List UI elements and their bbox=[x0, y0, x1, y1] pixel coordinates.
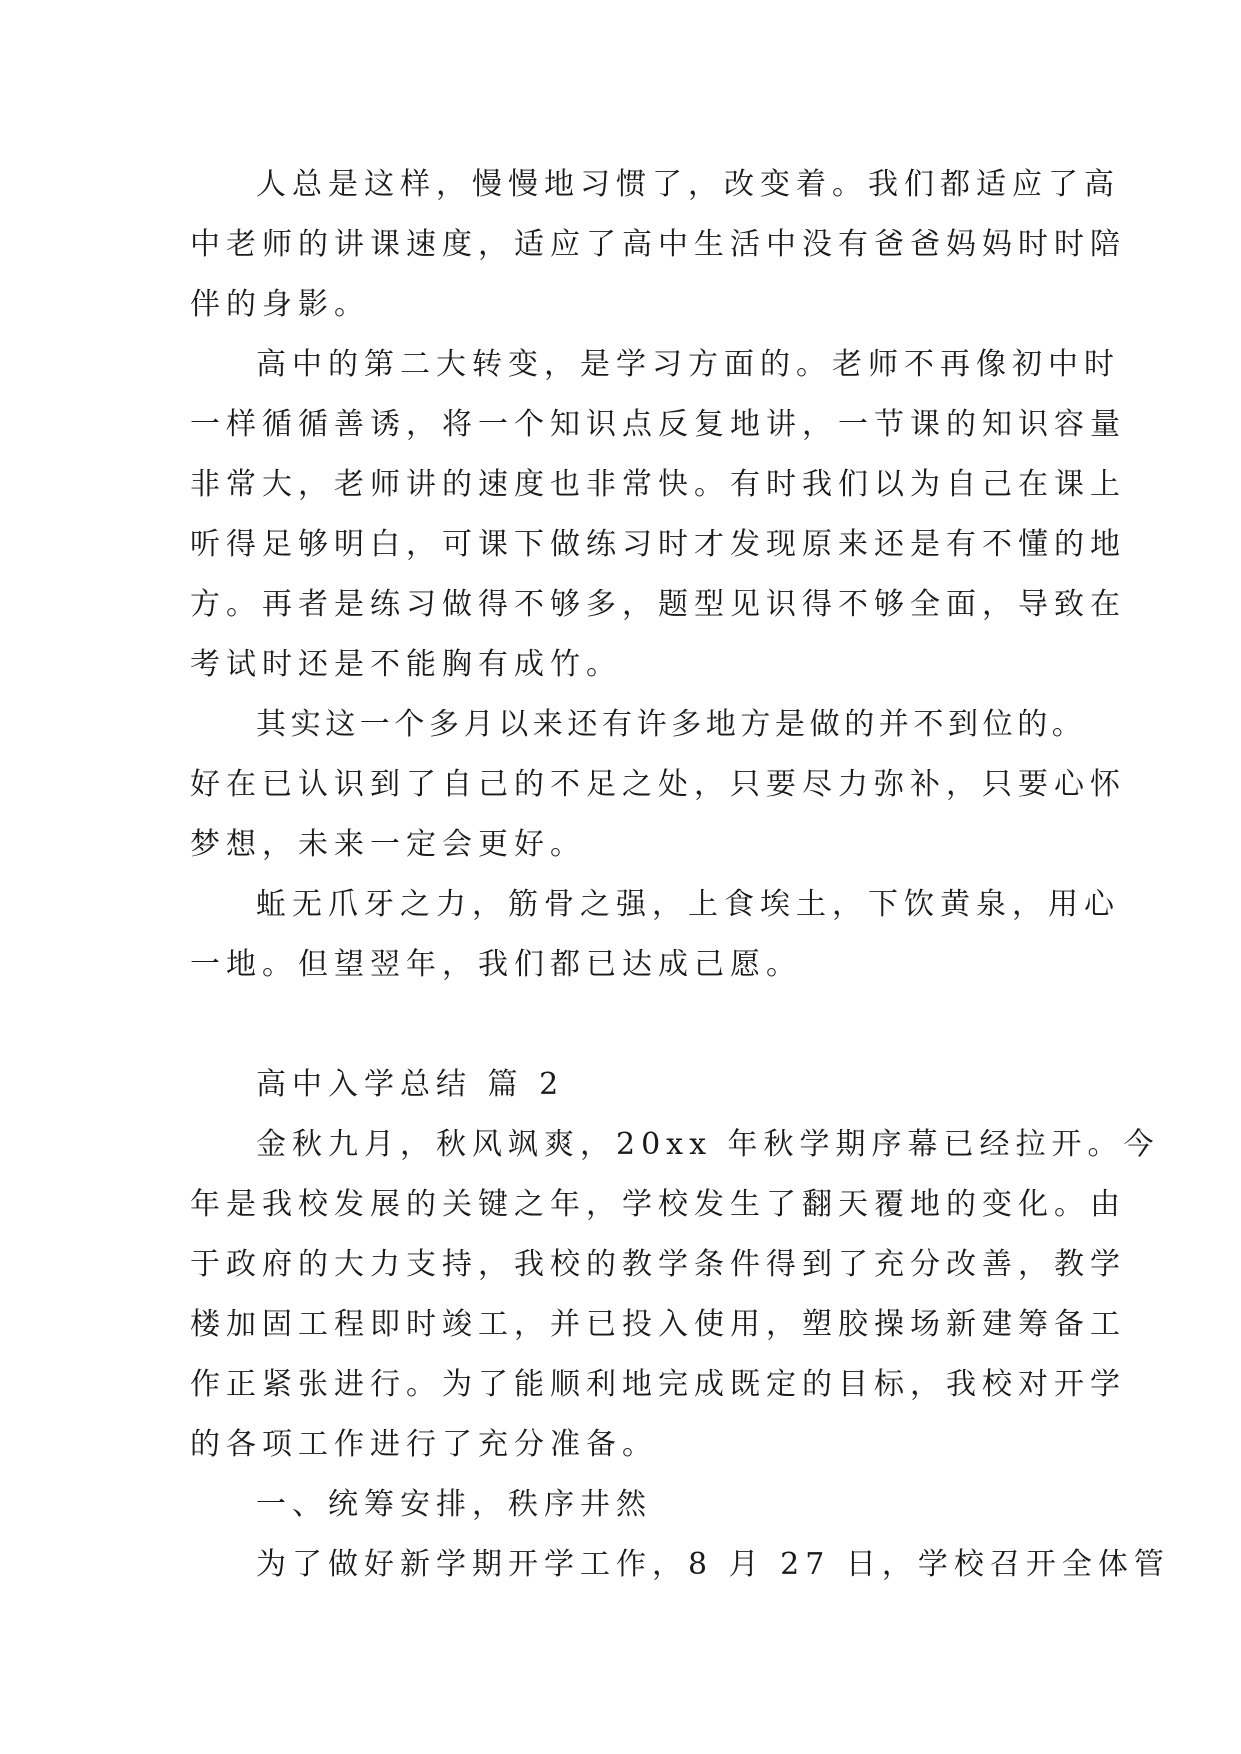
paragraph-line: 金秋九月，秋风飒爽，20xx 年秋学期序幕已经拉开。今 bbox=[256, 1127, 1160, 1162]
paragraph-line: 好在已认识到了自己的不足之处，只要尽力弥补，只要心怀 bbox=[190, 767, 1126, 802]
paragraph-line: 年是我校发展的关键之年，学校发生了翻天覆地的变化。由 bbox=[190, 1187, 1126, 1222]
paragraph-line: 的各项工作进行了充分准备。 bbox=[190, 1427, 658, 1462]
paragraph-line: 听得足够明白，可课下做练习时才发现原来还是有不懂的地 bbox=[190, 527, 1126, 562]
paragraph-line: 伴的身影。 bbox=[190, 287, 370, 322]
paragraph-line: 非常大，老师讲的速度也非常快。有时我们以为自己在课上 bbox=[190, 467, 1126, 502]
paragraph-line: 方。再者是练习做得不够多，题型见识得不够全面，导致在 bbox=[190, 587, 1126, 622]
paragraph-line: 梦想，未来一定会更好。 bbox=[190, 827, 586, 862]
paragraph-line: 于政府的大力支持，我校的教学条件得到了充分改善，教学 bbox=[190, 1247, 1126, 1282]
paragraph-line: 中老师的讲课速度，适应了高中生活中没有爸爸妈妈时时陪 bbox=[190, 227, 1126, 262]
subheading: 一、统筹安排，秩序井然 bbox=[256, 1487, 652, 1522]
paragraph-line: 一样循循善诱，将一个知识点反复地讲，一节课的知识容量 bbox=[190, 407, 1126, 442]
paragraph-line: 其实这一个多月以来还有许多地方是做的并不到位的。 bbox=[256, 707, 1087, 742]
paragraph-line: 蚯无爪牙之力，筋骨之强，上食埃土，下饮黄泉，用心 bbox=[256, 887, 1120, 922]
paragraph-line: 为了做好新学期开学工作，8 月 27 日，学校召开全体管 bbox=[256, 1547, 1170, 1582]
paragraph-line: 一地。但望翌年，我们都已达成己愿。 bbox=[190, 947, 802, 982]
section-heading: 高中入学总结 篇 2 bbox=[256, 1067, 565, 1102]
paragraph-line: 人总是这样，慢慢地习惯了，改变着。我们都适应了高 bbox=[256, 167, 1120, 202]
paragraph-line: 考试时还是不能胸有成竹。 bbox=[190, 647, 622, 682]
paragraph-line: 作正紧张进行。为了能顺利地完成既定的目标，我校对开学 bbox=[190, 1367, 1126, 1402]
paragraph-line: 高中的第二大转变，是学习方面的。老师不再像初中时 bbox=[256, 347, 1120, 382]
paragraph-line: 楼加固工程即时竣工，并已投入使用，塑胶操场新建筹备工 bbox=[190, 1307, 1126, 1342]
